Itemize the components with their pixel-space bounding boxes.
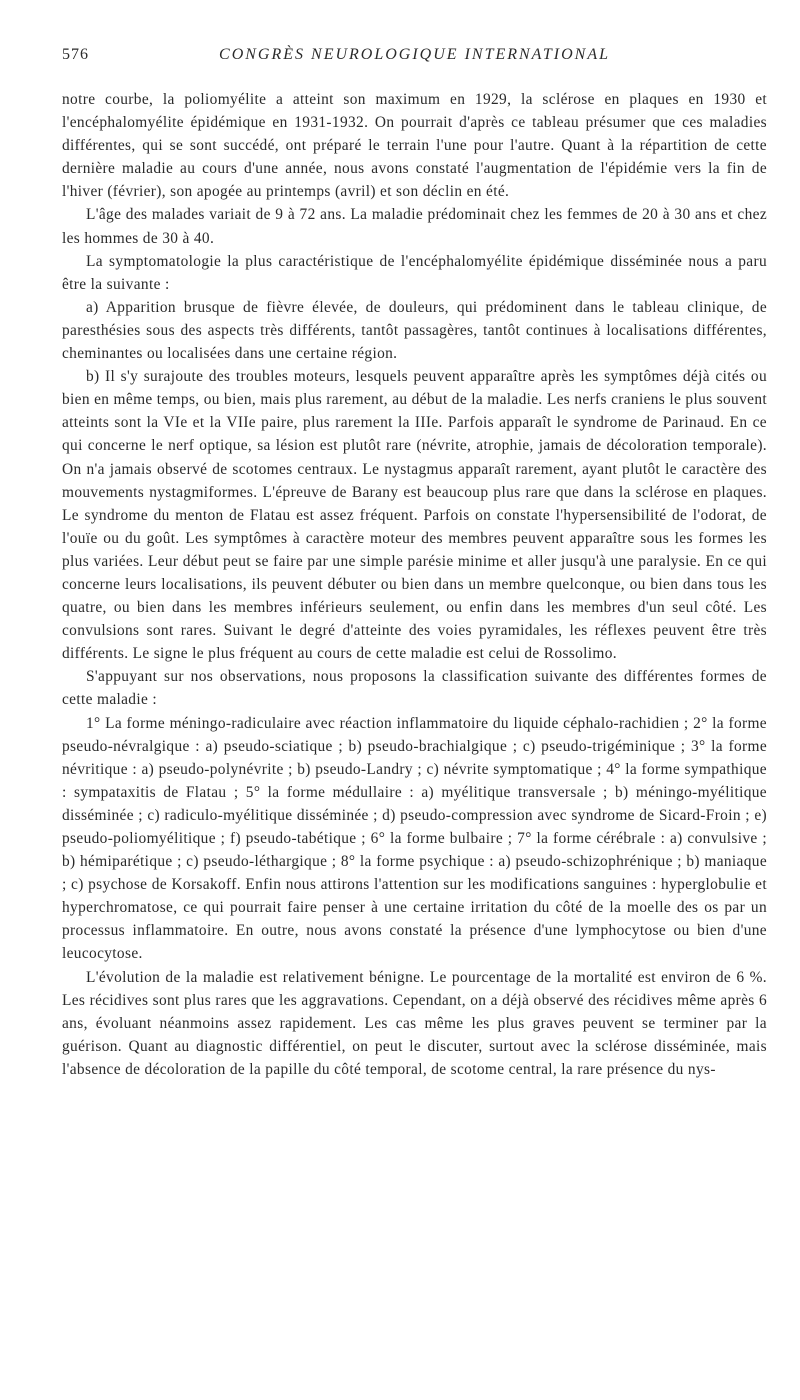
paragraph-symptom-b: b) Il s'y surajoute des troubles moteurs, lesquels peuvent apparaître après les symptômes déjà cités ou bien en même temps, ou bien, mais plus rarement, au début de la maladie. Les nerfs craniens le plus souvent atteints sont la VIe et la VIIe paire, plus rarement la IIIe. Parfois apparaît le syndrome de Parinaud. En ce qui concerne le nerf optique, sa lésion est plutôt rare (névrite, atrophie, jamais de décoloration temporale). On n'a jamais observé de scotomes centraux. Le nystagmus apparaît rarement, ayant plutôt le caractère des mouvements nystagmiformes. L'épreuve de Barany est beaucoup plus rare que dans la sclérose en plaques. Le syndrome du menton de Flatau est assez fréquent. Parfois on constate l'hypersensibilité de l'odorat, de l'ouïe ou du goût. Les symptômes à caractère moteur des membres peuvent apparaître sous les formes les plus variées. Leur début peut se faire par une simple parésie minime et aller jusqu'à une paralysie. En ce qui concerne leurs localisations, ils peuvent débuter ou bien dans un membre quelconque, ou bien dans tous les quatre, ou bien dans les membres inférieurs seulement, ou enfin dans les membres d'un seul côté. Les convulsions sont rares. Suivant le degré d'atteinte des voies pyramidales, les réflexes peuvent être très différents. Le signe le plus fréquent au cours de cette maladie est celui de Rossolimo. <box>62 368 767 663</box>
page-number: 576 <box>62 46 89 63</box>
paragraph-evolution: L'évolution de la maladie est relativement bénigne. Le pourcentage de la mortalité est environ de 6 %. Les récidives sont plus rares que les aggravations. Cependant, on a déjà observé des récidives même après 6 ans, évoluant néanmoins assez rapidement. Les cas même les plus graves peuvent se terminer par la guérison. Quant au diagnostic différentiel, on peut le discuter, surtout avec la sclérose disséminée, mais l'absence de décoloration de la papille du côté temporal, de scotome central, la rare présence du nys- <box>62 968 767 1078</box>
paragraph-symptom-a: a) Apparition brusque de fièvre élevée, de douleurs, qui prédominent dans le tableau clinique, de paresthésies sous des aspects très différents, tantôt passagères, tantôt continues à localisations différentes, cheminantes ou localisées dans une certaine région. <box>62 298 767 363</box>
running-head <box>62 46 767 76</box>
paragraph-symptomatology-intro: La symptomatologie la plus caractéristique de l'encéphalomyélite épidémique disséminée nous a paru être la suivante : <box>62 252 767 293</box>
paragraph-patient-age: L'âge des malades variait de 9 à 72 ans. La maladie prédominait chez les femmes de 20 à 30 ans et chez les hommes de 30 à 40. <box>62 206 767 247</box>
paragraph-classification-list: 1° La forme méningo-radiculaire avec réaction inflammatoire du liquide céphalo-rachidien ; 2° la forme pseudo-névralgique : a) pseudo-sciatique ; b) pseudo-brachialgique ; c) pseudo-trigéminique ; 3° la forme névritique : a) pseudo-polynévrite ; b) pseudo-Landry ; c) névrite symptomatique ; 4° la forme sympathique : sympataxitis de Flatau ; 5° la forme médullaire : a) myélitique transversale ; b) méningo-myélitique disséminée ; c) radiculo-myélitique disséminée ; d) pseudo-compression avec syndrome de Sicard-Froin ; e) pseudo-poliomyélitique ; f) pseudo-tabétique ; 6° la forme bulbaire ; 7° la forme cérébrale : a) convulsive ; b) hémiparétique ; c) pseudo-léthargique ; 8° la forme psychique : a) pseudo-schizophrénique ; b) maniaque ; c) psychose de Korsakoff. Enfin nous attirons l'attention sur les modifications sanguines : hyperglobulie et hyperchromatose, ce qui pourrait faire penser à une certaine irritation du côté de la moelle des os par un processus inflammatoire. En outre, nous avons constaté la présence d'une lymphocytose ou bien d'une leucocytose. <box>62 714 767 963</box>
paragraph-continuation: notre courbe, la poliomyélite a atteint son maximum en 1929, la sclérose en plaques en 1930 et l'encéphalomyélite épidémique en 1931-1932. On pourrait d'après ce tableau présumer que ces maladies différentes, qui se sont succédé, ont préparé le terrain l'une pour l'autre. Quant à la répartition de cette dernière maladie au cours d'une année, nous avons constaté l'augmentation de l'épidémie vers la fin de l'hiver (février), son apogée au printemps (avril) et son déclin en été. <box>62 91 767 201</box>
paragraph-classification-intro: S'appuyant sur nos observations, nous proposons la classification suivante des différentes formes de cette maladie : <box>62 668 767 709</box>
journal-title: CONGRÈS NEUROLOGIQUE INTERNATIONAL <box>219 46 610 63</box>
document-page <box>62 46 767 1081</box>
